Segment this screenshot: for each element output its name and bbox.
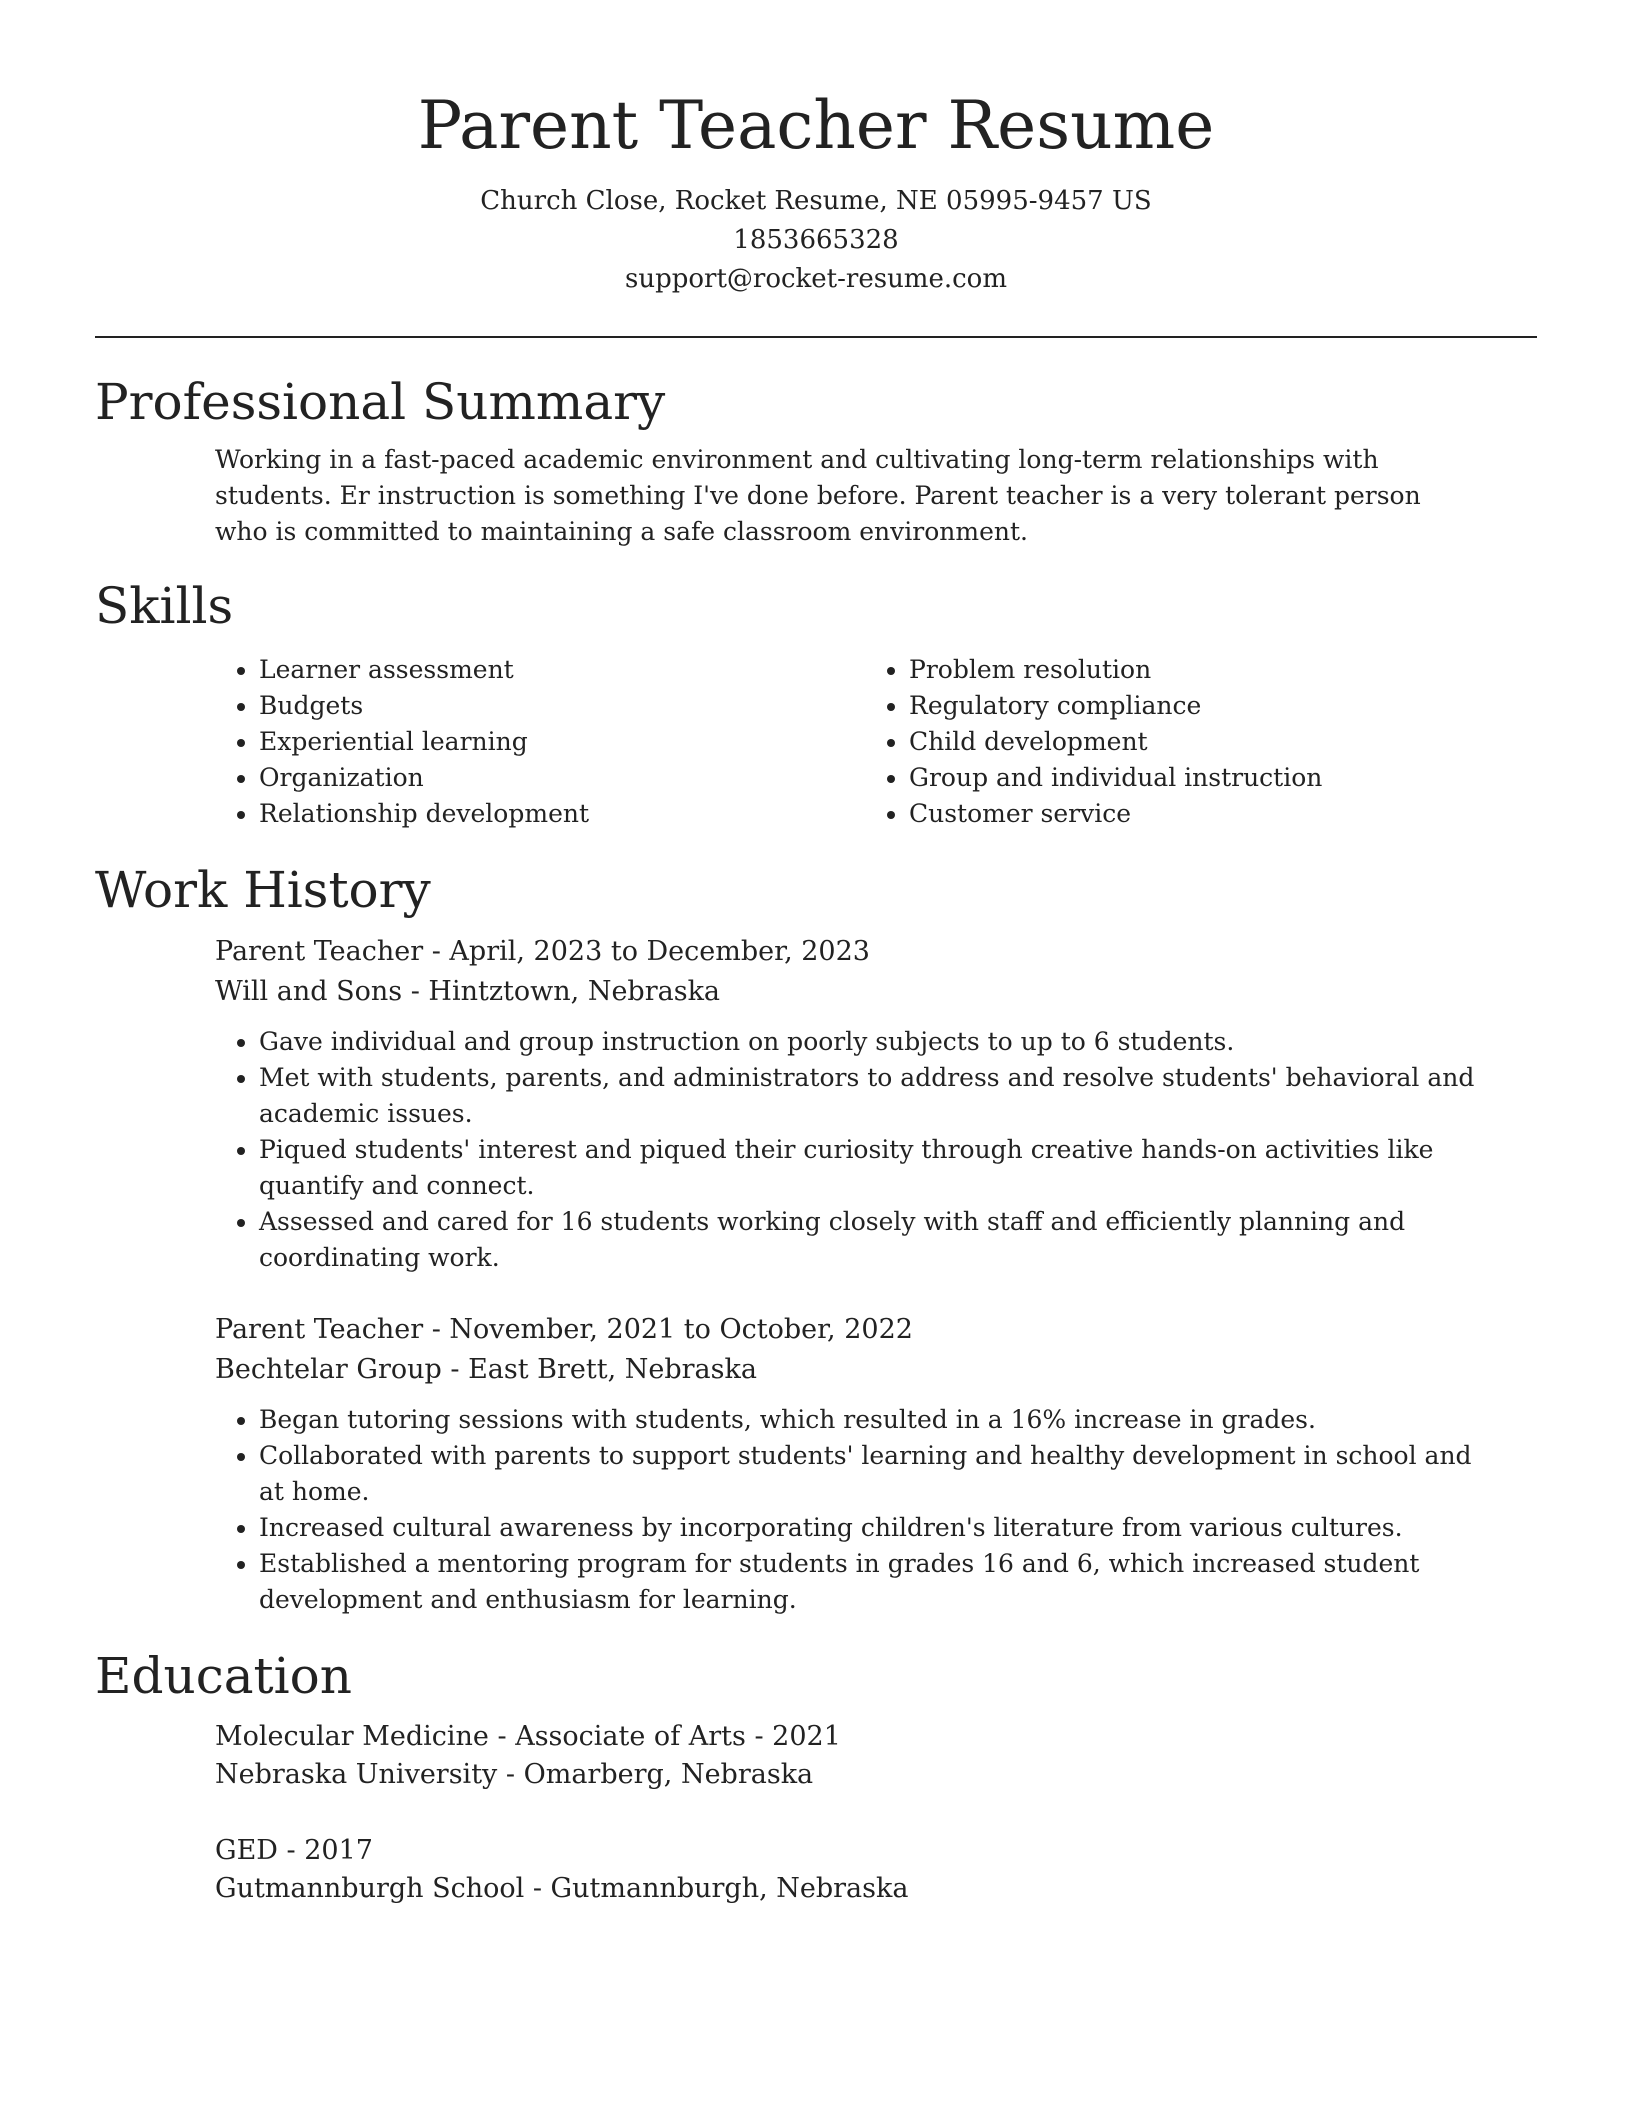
- skills-grid: [215, 652, 1537, 832]
- skills-column-left: [215, 652, 865, 832]
- summary-text: Working in a fast-paced academic environment and cultivating long-term relationships with students. Er instruction is something I've done before. Parent teacher is a very tolerant person who is committed to maintaining a safe classroom environment.: [215, 445, 1421, 546]
- skill-item: • Learner assessment: [259, 652, 865, 688]
- resume-header: [95, 0, 1537, 299]
- skills-column-right: [865, 652, 1515, 832]
- education-entry: [215, 1832, 1537, 1908]
- skill-item: • Customer service: [909, 796, 1515, 832]
- skill-item: • Organization: [259, 760, 865, 796]
- skill-item: • Child development: [909, 724, 1515, 760]
- job-bullet: • Increased cultural awareness by incorporating children's literature from various cultures.: [259, 1510, 1495, 1546]
- job-bullet-list: [215, 1024, 1495, 1276]
- education-heading: Education: [95, 1647, 352, 1705]
- skill-item: • Problem resolution: [909, 652, 1515, 688]
- skill-item: • Relationship development: [259, 796, 865, 832]
- contact-block: [95, 182, 1537, 299]
- job-bullet: • Gave individual and group instruction on poorly subjects to up to 6 students.: [259, 1024, 1495, 1060]
- job-bullet-list: [215, 1402, 1495, 1618]
- skill-item: • Experiential learning: [259, 724, 865, 760]
- summary-heading: Professional Summary: [95, 373, 666, 431]
- education-section: [95, 1644, 1537, 1908]
- contact-email: support@rocket-resume.com: [624, 264, 1007, 294]
- contact-address: Church Close, Rocket Resume, NE 05995-9457 US: [480, 186, 1152, 216]
- job-bullet: • Met with students, parents, and administrators to address and resolve students' behavioral and academic issues.: [259, 1060, 1495, 1132]
- job-employer-line: Bechtelar Group - East Brett, Nebraska: [215, 1354, 757, 1385]
- work-history-section: [95, 858, 1537, 1618]
- summary-section: [95, 370, 1537, 550]
- education-degree-line: GED - 2017: [215, 1835, 373, 1866]
- education-school-line: Gutmannburgh School - Gutmannburgh, Nebraska: [215, 1873, 909, 1904]
- job-title-line: Parent Teacher - November, 2021 to October, 2022: [215, 1314, 913, 1345]
- job-bullet: • Collaborated with parents to support students' learning and healthy development in school and at home.: [259, 1438, 1495, 1510]
- job-bullet: • Established a mentoring program for students in grades 16 and 6, which increased student development and enthusiasm for learning.: [259, 1546, 1495, 1618]
- job-bullet: • Piqued students' interest and piqued their curiosity through creative hands-on activities like quantify and connect.: [259, 1132, 1495, 1204]
- skill-item: • Group and individual instruction: [909, 760, 1515, 796]
- job-bullet: • Assessed and cared for 16 students working closely with staff and efficiently planning and coordinating work.: [259, 1204, 1495, 1276]
- skill-item: • Regulatory compliance: [909, 688, 1515, 724]
- education-degree-line: Molecular Medicine - Associate of Arts - 2021: [215, 1721, 841, 1752]
- skills-section: [95, 574, 1537, 832]
- skills-heading: Skills: [95, 577, 234, 635]
- job-entry: [215, 932, 1537, 1276]
- job-bullet: • Began tutoring sessions with students, which resulted in a 16% increase in grades.: [259, 1402, 1495, 1438]
- header-divider: [95, 336, 1537, 338]
- job-title-line: Parent Teacher - April, 2023 to December, 2023: [215, 936, 870, 967]
- job-entry: [215, 1310, 1537, 1618]
- job-employer-line: Will and Sons - Hintztown, Nebraska: [215, 976, 721, 1007]
- education-school-line: Nebraska University - Omarberg, Nebraska: [215, 1759, 814, 1790]
- contact-phone: 1853665328: [733, 225, 899, 255]
- work-history-heading: Work History: [95, 861, 431, 919]
- resume-title: Parent Teacher Resume: [417, 87, 1215, 164]
- skill-item: • Budgets: [259, 688, 865, 724]
- education-entry: [215, 1718, 1537, 1794]
